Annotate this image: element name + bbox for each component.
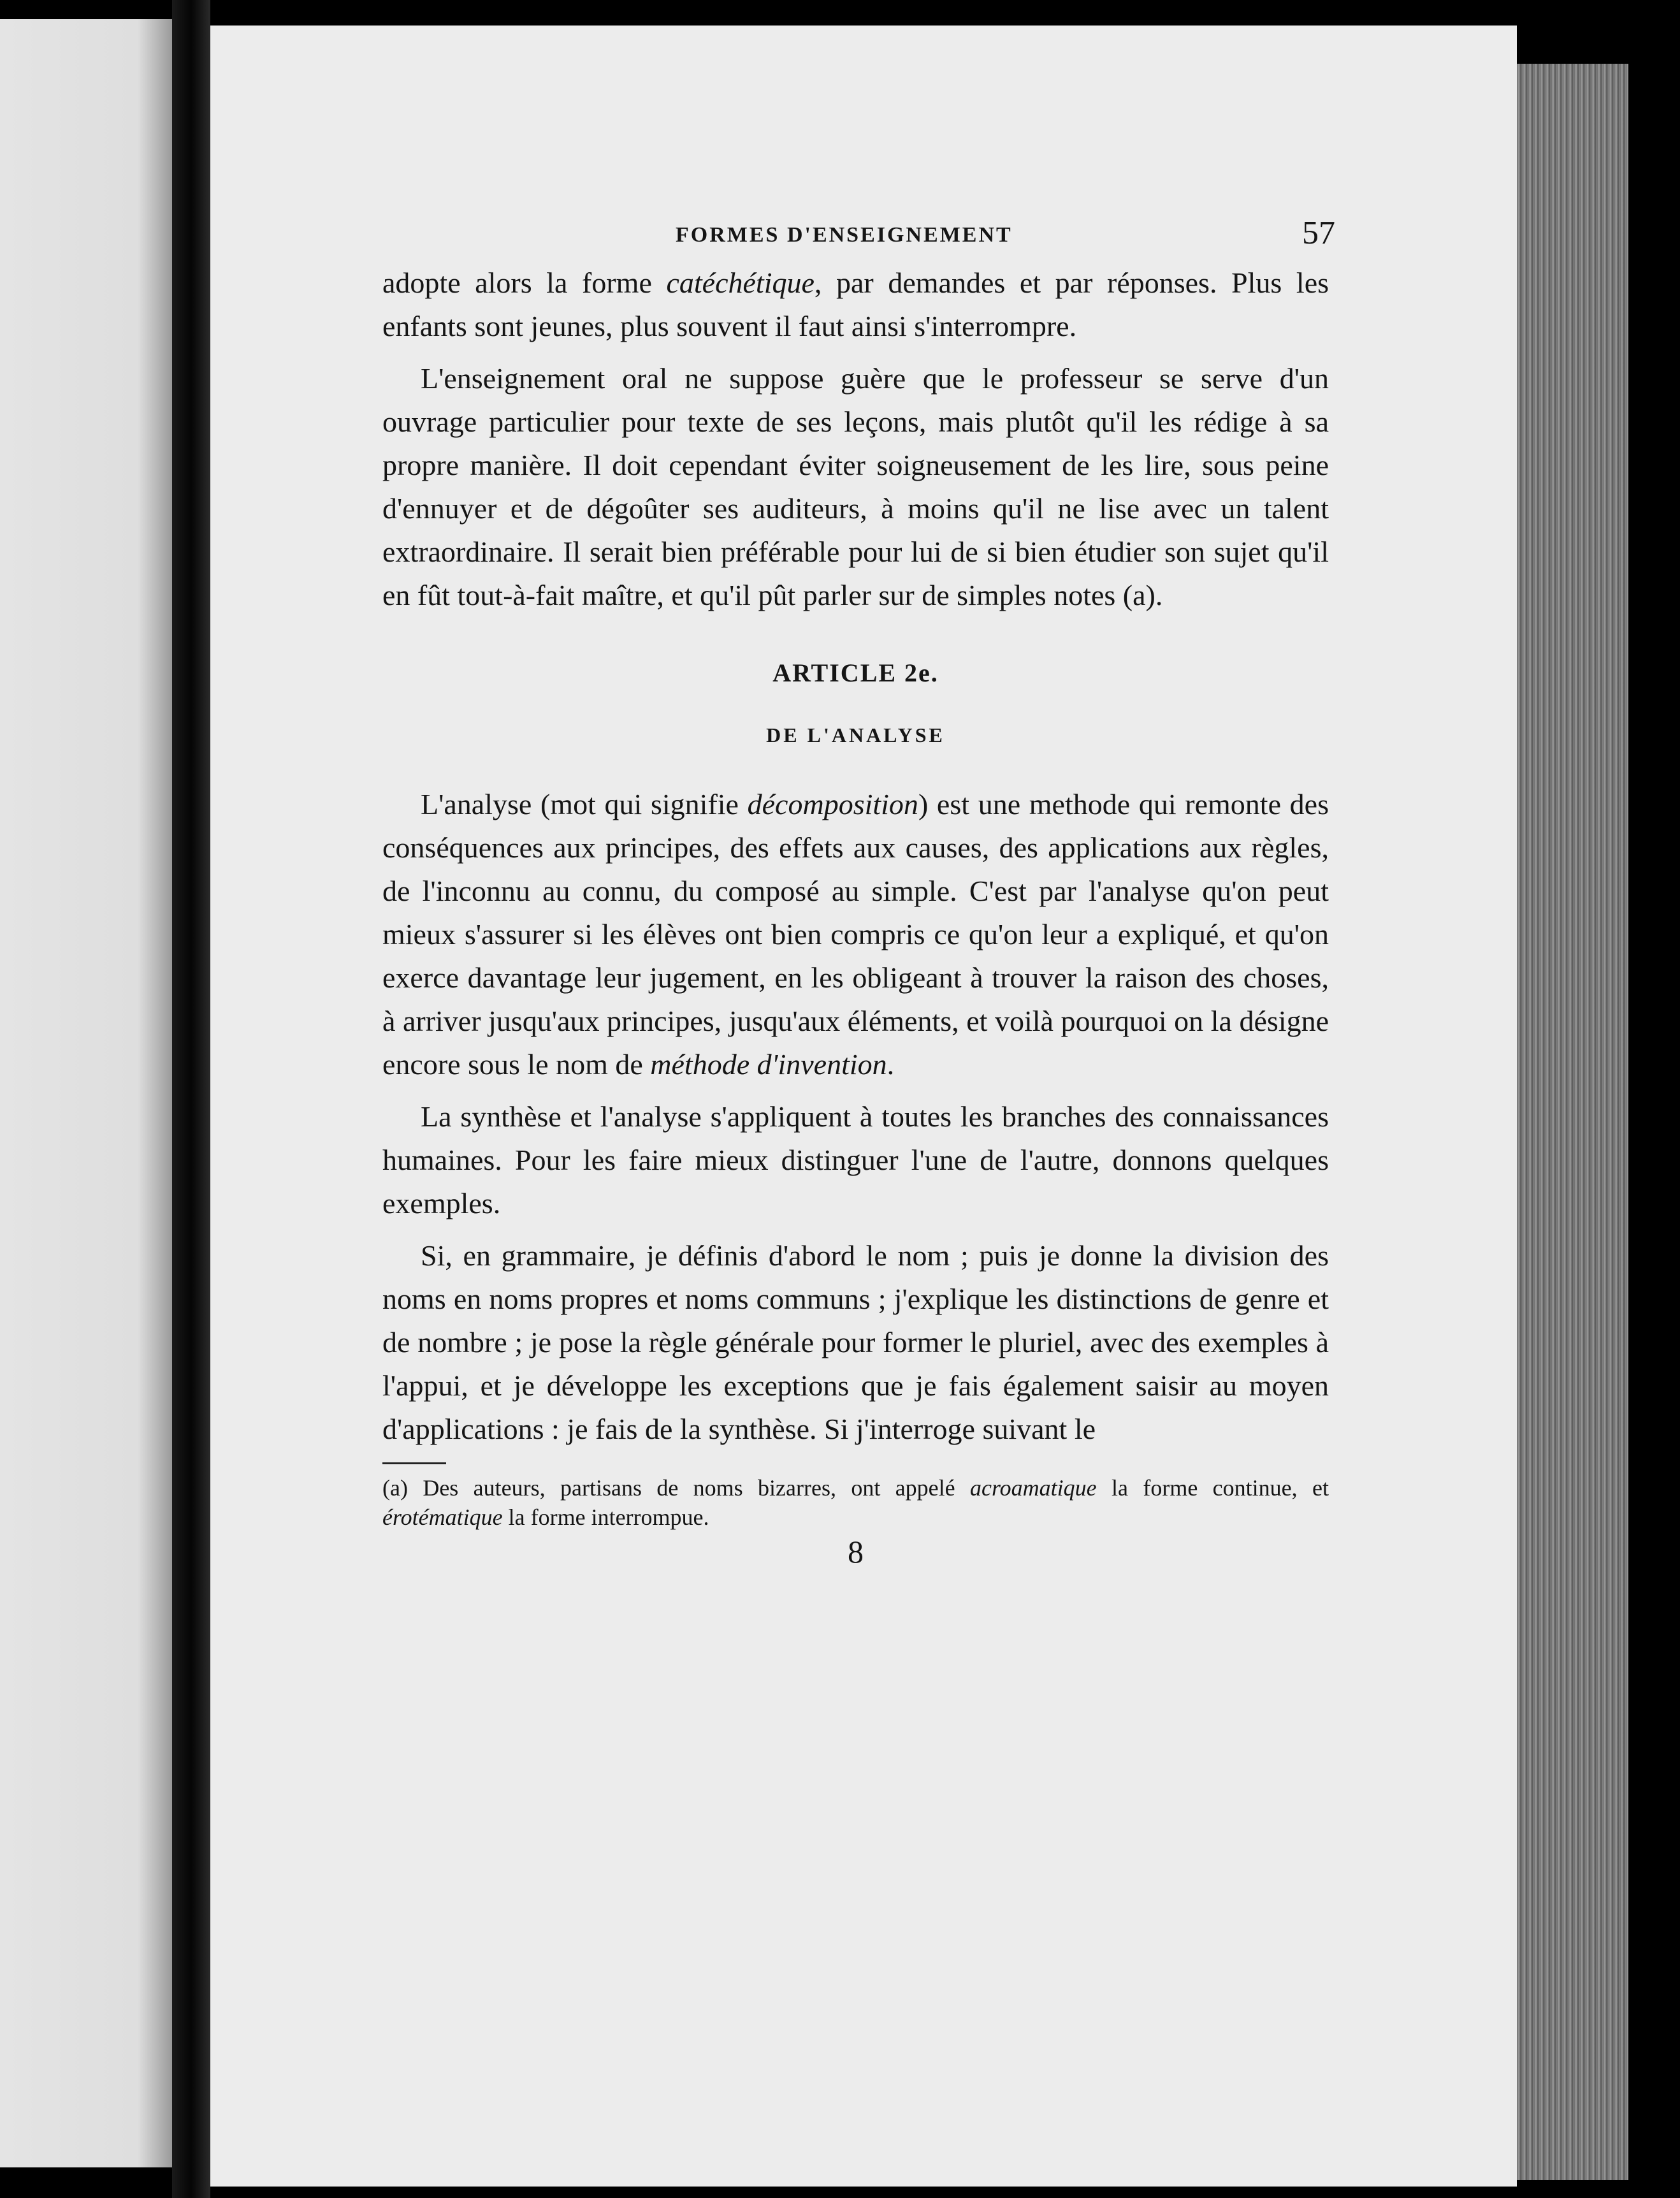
paragraph-3-italic: décomposition — [747, 788, 918, 820]
book-gutter — [172, 0, 210, 2198]
paragraph-4: La synthèse et l'analyse s'appliquent à toutes les branches des connaissances humaines. Pour les faire mieux distinguer l'une de l'autre, donnons quelques exemples. — [382, 1100, 1329, 1219]
section-subtitle: DE L'ANALYSE — [766, 724, 945, 746]
footnote-text-end: la forme interrompue. — [502, 1504, 709, 1530]
paragraph-3-text-mid: ) est une methode qui remonte des conséquences aux principes, des effets aux causes, des applications aux règles, de l'inconnu au connu, du composé au simple. C'est par l'analyse qu'on peut mieux s'assurer si les élèves ont bien compris ce qu'on leur a expliqué, et qu'on exerce davantage leur jugement, en les obligeant à trouver la raison des choses, à arriver jusqu'aux principes, jusqu'aux éléments, et voilà pourquoi on la désigne encore sous le nom de — [382, 788, 1329, 1081]
signature-mark: 8 — [848, 1534, 864, 1569]
paragraph-5: Si, en grammaire, je définis d'abord le nom ; puis je donne la division des noms en noms propres et noms communs ; j'explique les distinctions de genre et de nombre ; je pose la règle générale pour former le pluriel, avec des exemples à l'appui, et je développe les exceptions que je fais également saisir au moyen d'applications : je fais de la synthèse. Si j'interroge suivant le — [382, 1239, 1329, 1445]
edge-shadow — [1628, 0, 1680, 2198]
paragraph-2: L'enseignement oral ne suppose guère que le professeur se serve d'un ouvrage particulier pour texte de ses leçons, mais plutôt qu'il les rédige à sa propre manière. Il doit cependant éviter soigneusement de les lire, sous peine d'ennuyer et de dégoûter ses auditeurs, à moins qu'il ne lise avec un talent extraordinaire. Il serait bien préférable pour lui de si bien étudier son sujet qu'il en fût tout-à-fait maître, et qu'il pût parler sur de simples notes (a). — [382, 362, 1329, 611]
footnote-rule — [382, 1462, 446, 1464]
paragraph-1-text-end: , par demandes et par réponses. Plus les enfants sont jeunes, plus souvent il faut ainsi s'interrompre. — [382, 266, 1329, 342]
page-text-block — [382, 210, 1335, 1570]
paragraph-3-italic-2: méthode d'invention — [650, 1048, 887, 1081]
paragraph-1 — [382, 261, 1329, 348]
footnote — [382, 1473, 1329, 1532]
left-page-edge — [0, 19, 172, 2167]
running-head-title: FORMES D'ENSEIGNEMENT — [676, 223, 1013, 247]
article-heading: ARTICLE 2e. — [772, 659, 939, 687]
paragraph-3-text-end: . — [887, 1048, 895, 1081]
paragraph-3-text: L'analyse (mot qui signifie — [421, 788, 748, 820]
footnote-italic-1: acroamatique — [970, 1475, 1097, 1501]
running-head — [382, 210, 1335, 261]
footnote-text: (a) Des auteurs, partisans de noms bizarres, ont appelé — [382, 1475, 970, 1501]
page-number: 57 — [1302, 215, 1335, 251]
paragraph-3 — [382, 783, 1329, 1086]
footnote-text-mid: la forme continue, et — [1096, 1475, 1329, 1501]
paragraph-1-italic: catéchétique — [666, 266, 815, 299]
page-block-edges — [1517, 64, 1628, 2180]
footnote-italic-2: érotématique — [382, 1504, 503, 1530]
paragraph-1-text: adopte alors la forme — [382, 266, 667, 299]
